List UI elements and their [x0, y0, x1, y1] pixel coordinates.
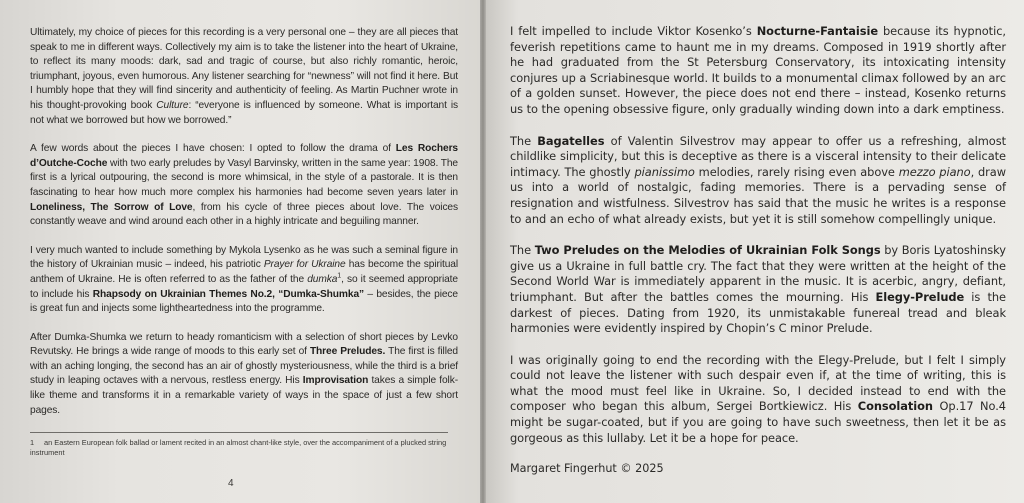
italic-text: Culture [156, 99, 189, 111]
text-run: Ultimately, my choice of pieces for this recording is a very personal one – they are all pieces that speak to me in different ways. Collectively my aim is to take the listener into the heart of Ukraine, to reflect its many moods: dark, sad and tragic of course, but also richly romantic, heroic, triumphant, joyous, even humorous. Any listener searching for “newness” will not find it here. But I humbly hope that they will find sincerity and authenticity of feeling. As Martin Puchner wrote in his thought-provoking book [30, 27, 458, 111]
text-run: A few words about the pieces I have chosen: I opted to follow the drama of [30, 143, 396, 155]
text-run: takes a simple folk-like theme and transforms it in a remarkable variety of ways in the space of just a few short pages. [30, 375, 458, 416]
text-run: , so it seemed appropriate to include his [30, 273, 458, 300]
text-run: The [510, 243, 535, 258]
italic-text: pianissimo [634, 164, 695, 179]
bold-title: Improvisation [302, 375, 369, 387]
text-run: melodies, rarely rising even above [694, 164, 899, 179]
paragraph [510, 24, 1006, 118]
text-run: – besides, the piece is great fun and injects some lightheartedness into the programme. [30, 288, 458, 315]
paragraph [510, 353, 1006, 447]
bold-title: Loneliness, The Sorrow of Love [30, 201, 193, 213]
paragraph [30, 142, 458, 230]
paragraph [30, 331, 458, 419]
footnote [30, 438, 458, 458]
bold-title: Nocturne-Fantaisie [756, 24, 879, 38]
footnote-ref: 1 [337, 272, 342, 280]
left-page-body [30, 26, 458, 418]
text-run: After Dumka-Shumka we return to heady romanticism with a selection of short pieces by Levko Revutsky. He brings a wide range of moods to this early set of [30, 331, 458, 358]
text-run: Op.17 No.4 might be sugar-coated, but if you are going to have such sweetness, then let it be as gorgeous as this lullaby. Let it be a hope for peace. [510, 399, 1006, 445]
right-page [486, 0, 1024, 503]
text-run: by Boris Lyatoshinsky give us a Ukraine in full battle cry. The fact that they were written at the height of the Second World War is immediately apparent in the music. It is acerbic, angry, defiant, triumphant. But after the battles comes the mourning. His [510, 243, 1006, 304]
footnote-number: 1 [30, 438, 35, 448]
text-run: I very much wanted to include something by Mykola Lysenko as he was such a seminal figure in the history of Ukrainian music – indeed, his patriotic [30, 244, 458, 271]
italic-text: dumka [307, 273, 338, 285]
author-signature: Margaret Fingerhut © 2025 [510, 462, 664, 476]
text-run: I felt impelled to include Viktor Kosenko’s [510, 24, 757, 38]
bold-title: Les Rochers d’Outche-Coche [30, 143, 458, 169]
bold-title: Bagatelles [537, 133, 605, 148]
bold-title: Elegy-Prelude [875, 289, 965, 304]
paragraph [30, 244, 458, 317]
bold-title: Consolation [857, 399, 933, 414]
footnote-divider [30, 432, 448, 433]
italic-text: Prayer for Ukraine [263, 259, 346, 271]
text-run: of Valentin Silvestrov may appear to offer us a refreshing, almost childlike simplicity, but this is deceptive as there is a visceral intensity to their delicate intimacy. The ghostly [510, 133, 1006, 179]
text-run: , from his cycle of three pieces about love. The voices constantly weave and wind around each other in a highly intricate and beguiling manner. [30, 201, 458, 228]
text-run: : “everyone is influenced by someone. What is important is not what we borrowed but how we borrowed.” [30, 99, 458, 126]
text-run: I was originally going to end the recording with the Elegy-Prelude, but I felt I simply could not leave the listener with such despair even if, at the time of writing, this is what the mood must feel like in Ukraine. So, I decided instead to end with the composer who began this album, Sergei Bortkiewicz. His [510, 352, 1006, 414]
bold-title: Two Preludes on the Melodies of Ukrainian Folk Songs [534, 243, 881, 258]
text-run: because its hypnotic, feverish repetitions came to haunt me in my dreams. Composed in 1919 shortly after he had graduated from the St Petersburg Conservatory, its intoxicating intensity conjures up a Scriabinesque world. It builds to a monumental climax followed by an arc of a golden sunset. However, the piece does not end there – instead, Kosenko returns us to the opening obsessive figure, only gradually winding down into a dark emptiness. [510, 24, 1006, 116]
right-page-body [510, 24, 1006, 446]
bold-title: Rhapsody on Ukrainian Themes No.2, “Dumka-Shumka” [92, 288, 365, 300]
text-run: , draw us into a world of nostalgic, fading memories. There is a pervading sense of resignation and wistfulness. Silvestrov has said that the music he writes is a response to and an echo of what already exists, but yet it is still somehow compellingly unique. [510, 164, 1006, 226]
text-run: with two early preludes by Vasyl Barvinsky, written in the same year: 1908. The first is a lyrical outpouring, the second is more whimsical, in the style of a pastorale. It is then fascinating to hear how much more complex his harmonies had become seven years later in [30, 157, 458, 198]
footnote-text: an Eastern European folk ballad or lament recited in an almost chant-like style, over the accompaniment of a plucked string instrument [30, 438, 447, 458]
italic-text: mezzo piano [898, 164, 971, 179]
text-run: is the darkest of pieces. Dating from 1920, its unmistakable funereal tread and bleak harmonies were evidently inspired by Chopin’s C minor Prelude. [510, 289, 1006, 336]
left-page [0, 0, 480, 503]
paragraph [510, 134, 1006, 228]
page-number: 4 [228, 478, 234, 489]
text-run: has become the spiritual anthem of Ukraine. He is often referred to as the father of the [30, 259, 459, 285]
paragraph [30, 26, 458, 128]
bold-title: Three Preludes. [309, 346, 386, 358]
text-run: The [510, 133, 538, 148]
paragraph [510, 243, 1006, 337]
text-run: The first is filled with an aching longing, the second has an air of ghostly mysteriousness, while the third is a brief study in leaping octaves with a nervous, restless energy. His [30, 346, 458, 387]
